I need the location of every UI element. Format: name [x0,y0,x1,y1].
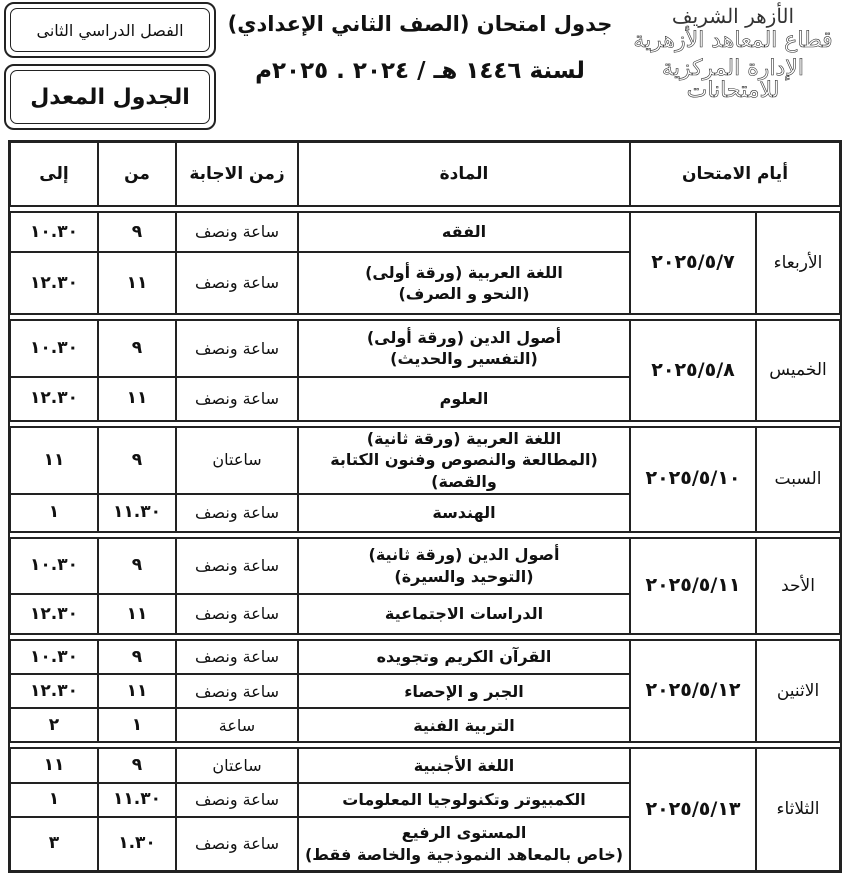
date-cell: ٢٠٢٥/٥/١٣ [630,748,756,871]
from-cell: ١.٣٠ [98,817,176,871]
subject-line: (التفسير والحديث) [390,349,538,369]
subject-line: أصول الدين (ورقة أولى) [366,327,562,347]
subject-line: (التوحيد والسيرة) [394,566,534,586]
date-cell: ٢٠٢٥/٥/١١ [630,538,756,634]
subject-line: القرآن الكريم وتجويده [376,647,552,667]
subject-cell [298,212,630,252]
page-title: جدول امتحان (الصف الثاني الإعدادي) [227,12,613,36]
semester-box [4,2,216,58]
subject-cell [298,427,630,494]
to-cell: ١ [10,494,98,532]
table-body [10,206,840,871]
duration-cell: ساعة ونصف [176,252,298,314]
date-cell: ٢٠٢٥/٥/٨ [630,320,756,420]
duration-cell: ساعة ونصف [176,640,298,674]
subject-line: العلوم [439,388,489,408]
from-cell: ٩ [98,538,176,594]
subject-line: أصول الدين (ورقة ثانية) [368,545,560,565]
to-cell: ٢ [10,708,98,742]
subject-line: اللغة العربية (ورقة أولى) [365,262,563,282]
subject-line: اللغة الأجنبية [413,755,515,775]
duration-cell: ساعة ونصف [176,377,298,421]
duration-cell: ساعة ونصف [176,538,298,594]
day-cell: الأربعاء [756,212,840,314]
col-from: من [98,142,176,206]
subject-line: الفقه [441,222,487,242]
subject-line: المستوى الرفيع [401,823,527,843]
duration-cell: ساعة ونصف [176,212,298,252]
day-cell: الأحد [756,538,840,634]
subject-line: الهندسة [432,502,496,522]
from-cell: ٩ [98,212,176,252]
subject-cell [298,538,630,594]
duration-cell: ساعة ونصف [176,494,298,532]
semester-label: الفصل الدراسي الثانى [36,20,184,40]
table-row [10,538,840,594]
modified-label: الجدول المعدل [30,84,190,110]
table-row [10,212,840,252]
from-cell: ١١ [98,674,176,708]
subject-line: الكمبيوتر وتكنولوجيا المعلومات [342,789,586,809]
date-cell: ٢٠٢٥/٥/١٢ [630,640,756,742]
duration-cell: ساعة ونصف [176,320,298,376]
from-cell: ٩ [98,640,176,674]
to-cell: ٣ [10,817,98,871]
subject-cell [298,674,630,708]
table-row [10,320,840,376]
table-row [10,427,840,494]
to-cell: ١٠.٣٠ [10,640,98,674]
day-cell: الخميس [756,320,840,420]
date-cell: ٢٠٢٥/٥/١٠ [630,427,756,532]
subject-line: الدراسات الاجتماعية [384,604,544,624]
subject-line: اللغة العربية (ورقة ثانية) [366,428,562,448]
date-cell: ٢٠٢٥/٥/٧ [630,212,756,314]
azhar-logo [620,6,846,106]
subject-line: (المطالعة والنصوص وفنون الكتابة والقصة) [330,450,598,491]
duration-cell: ساعتان [176,427,298,494]
subject-line: الجبر و الإحصاء [404,681,524,701]
duration-cell: ساعة [176,708,298,742]
col-duration: زمن الاجابة [176,142,298,206]
subject-line: التربية الفنية [413,715,515,735]
from-cell: ١١ [98,252,176,314]
subject-cell [298,320,630,376]
from-cell: ٩ [98,427,176,494]
col-to: إلى [10,142,98,206]
from-cell: ١١.٣٠ [98,494,176,532]
day-cell: الثلاثاء [756,748,840,871]
to-cell: ١٢.٣٠ [10,252,98,314]
exam-table [8,140,842,873]
duration-cell: ساعة ونصف [176,674,298,708]
from-cell: ١١ [98,377,176,421]
to-cell: ١٢.٣٠ [10,674,98,708]
table-header-row [10,142,840,206]
to-cell: ١ [10,783,98,817]
from-cell: ١١ [98,594,176,634]
to-cell: ١٢.٣٠ [10,377,98,421]
duration-cell: ساعة ونصف [176,817,298,871]
table-row [10,640,840,674]
from-cell: ١١.٣٠ [98,783,176,817]
subject-cell [298,640,630,674]
to-cell: ١٢.٣٠ [10,594,98,634]
from-cell: ٩ [98,320,176,376]
from-cell: ٩ [98,748,176,782]
duration-cell: ساعة ونصف [176,594,298,634]
col-subject: المادة [298,142,630,206]
subject-cell [298,817,630,871]
subject-cell [298,783,630,817]
logo-line-2: قطاع المعاهد الأزهرية [633,28,833,53]
col-days: أيام الامتحان [630,142,840,206]
subject-line: (النحو و الصرف) [398,284,530,304]
to-cell: ١١ [10,427,98,494]
logo-line-1: الأزهر الشريف [671,4,795,28]
subject-cell [298,748,630,782]
to-cell: ١٠.٣٠ [10,212,98,252]
subject-cell [298,494,630,532]
modified-schedule-box [4,64,216,130]
year-line: لسنة ١٤٤٦ هـ / ٢٠٢٤ . ٢٠٢٥م [255,58,585,84]
to-cell: ١٠.٣٠ [10,538,98,594]
subject-line: (خاص بالمعاهد النموذجية والخاصة فقط) [304,844,624,864]
day-cell: الاثنين [756,640,840,742]
duration-cell: ساعتان [176,748,298,782]
from-cell: ١ [98,708,176,742]
subject-cell [298,252,630,314]
subject-cell [298,708,630,742]
subject-cell [298,594,630,634]
logo-line-3: الإدارة المركزية للامتحانات [662,56,804,103]
subject-cell [298,377,630,421]
table-row [10,748,840,782]
to-cell: ١٠.٣٠ [10,320,98,376]
day-cell: السبت [756,427,840,532]
duration-cell: ساعة ونصف [176,783,298,817]
to-cell: ١١ [10,748,98,782]
